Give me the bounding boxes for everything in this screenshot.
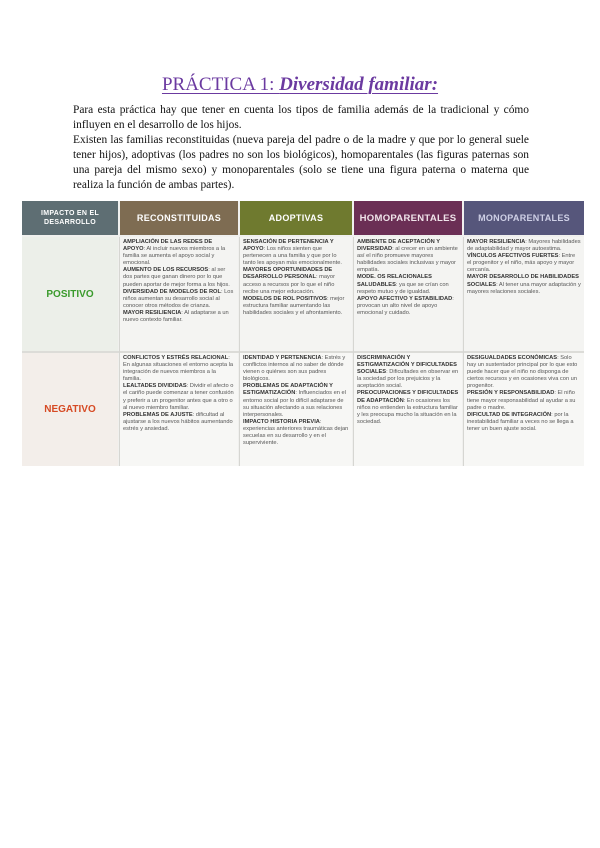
cell-entry-text: : Al incluir nuevos miembros a la familia se aumenta el apoyo social y emocional.	[123, 246, 226, 267]
cell-negativo-monoparentales	[464, 353, 584, 466]
cell-entry-heading: AUMENTO DE LOS RECURSOS	[123, 267, 209, 274]
cell-entry-heading: AMPLIACIÓN DE LAS REDES DE APOYO	[123, 239, 213, 253]
cell-entry	[467, 239, 581, 253]
cell-entry-text: : Al adaptarse a un nuevo contexto familiar.	[123, 309, 229, 324]
cell-positivo-monoparentales	[464, 237, 584, 351]
cell-entry	[357, 239, 459, 274]
cell-entry-text: : Los niños sienten que pertenecen a una familia y que por lo tanto les apoyan más emocionalmente.	[243, 246, 342, 267]
cell-entry-heading: MAYORES OPORTUNIDADES DE DESARROLLO PERSONAL	[243, 267, 333, 281]
cell-entry	[123, 412, 235, 433]
cell-entry-heading: MAYOR RESILIENCIA	[123, 309, 182, 316]
cell-entry	[467, 274, 581, 295]
title-emphasis: Diversidad familiar:	[279, 74, 439, 95]
cell-entry	[123, 383, 235, 411]
cell-entry	[357, 274, 459, 295]
cell-entry	[123, 289, 235, 310]
cell-entry-text: : al crecer en un ambiente así el niño promueve mayores habilidades sociales inclusivas y mayor empatía.	[357, 246, 458, 274]
cell-entry-text: : Estrés y conflictos internos al no saber de dónde vienen o quiénes son sus padres biológicos.	[243, 355, 346, 383]
cell-entry-heading: CONFLICTOS Y ESTRÉS RELACIONAL	[123, 355, 229, 361]
cell-entry	[243, 419, 349, 447]
cell-entry	[467, 390, 581, 411]
cell-entry-heading: MODELOS DE ROL POSITIVOS	[243, 295, 327, 302]
cell-entry-heading: IMPACTO HISTORIA PREVIA	[243, 418, 320, 425]
cell-entry-text: : Mayores habilidades de adaptabilidad y mayor autoestima.	[467, 239, 581, 253]
cell-entry	[123, 310, 235, 324]
cell-entry-text: : El niño tiene mayor responsabilidad al ayudar a su padre o madre.	[467, 390, 576, 411]
cell-entry-heading: SENSACIÓN DE PERTENENCIA Y APOYO	[243, 239, 334, 253]
cell-positivo-reconstituidas	[120, 237, 238, 351]
cell-entry-text: : por la inestabilidad familiar a veces no se llega a tener un buen ajuste social.	[467, 411, 574, 432]
cell-entry-text: : al ser dos partes que ganan dinero por lo que pueden aportar de mejor forma a los hijos.	[123, 267, 230, 288]
header-impacto: IMPACTO EN EL DESARROLLO	[22, 201, 118, 235]
cell-entry	[123, 239, 235, 267]
cell-entry-text: : dificultad al ajustarse a los nuevos hábitos aumentando estrés y ansiedad.	[123, 411, 233, 432]
page-title	[0, 74, 600, 96]
cell-entry	[357, 390, 459, 425]
cell-entry-heading: MAYOR RESILIENCIA	[467, 239, 526, 245]
column-divider	[119, 237, 120, 466]
cell-entry	[467, 412, 581, 433]
cell-entry	[123, 267, 235, 288]
cell-entry-heading: DIVERSIDAD DE MODELOS DE ROL	[123, 288, 221, 295]
cell-positivo-adoptivas	[240, 237, 352, 351]
cell-entry	[243, 355, 349, 383]
cell-entry-heading: IDENTIDAD Y PERTENENCIA	[243, 355, 322, 361]
cell-entry	[467, 253, 581, 274]
intro-paragraph-1: Para esta práctica hay que tener en cuenta los tipos de familia además de la tradicional y cómo influyen en el desarrollo de los hijos.	[73, 104, 529, 131]
cell-entry-text: : Dividir el afecto o el cariño puede comenzar a tener confusión y preferir a un progenitor antes que a otro o al nuevo miembro familiar.	[123, 383, 234, 411]
cell-entry	[123, 355, 235, 383]
cell-entry-heading: PRESIÓN Y RESPONSABILIDAD	[467, 390, 555, 397]
cell-entry-text: : Influenciados en el entorno social por lo difícil adaptarse de su situación afectando a sus relaciones interpersonales.	[243, 390, 346, 418]
column-divider	[239, 237, 240, 466]
column-divider	[463, 237, 464, 466]
header-reconstituidas: RECONSTITUIDAS	[120, 201, 238, 235]
title-prefix: PRÁCTICA 1:	[161, 74, 280, 95]
cell-entry-heading: DISCRIMINACIÓN Y ESTIGMATIZACIÓN Y DIFICULTADES SOCIALES	[357, 355, 457, 376]
cell-entry-text: : En algunas situaciones el entorno acepta la integración de nuevos miembros a la familia.	[123, 355, 234, 383]
row-label-negativo: NEGATIVO	[22, 353, 118, 466]
cell-entry-text: : En ocasiones los niños no entienden la estructura familiar y les preocupa mucho la situación en la sociedad.	[357, 397, 458, 425]
cell-entry-heading: DESIGUALDADES ECONÓMICAS	[467, 355, 558, 361]
header-homoparentales: HOMOPARENTALES	[354, 201, 462, 235]
column-divider	[353, 237, 354, 466]
cell-entry-heading: MAYOR DESARROLLO DE HABILIDADES SOCIALES	[467, 274, 579, 288]
cell-entry-text: : Entre el progenitor y el niño, más apoyo y mayor cercanía.	[467, 253, 576, 274]
row-divider	[22, 351, 584, 353]
cell-entry-heading: AMBIENTE DE ACEPTACIÓN Y DIVERSIDAD	[357, 239, 440, 253]
impact-table	[22, 201, 584, 466]
cell-entry	[243, 239, 349, 267]
cell-negativo-reconstituidas	[120, 353, 238, 466]
cell-entry-heading: DIFICULTAD DE INTEGRACIÓN	[467, 411, 552, 418]
cell-entry-text: : provocan un alto nivel de apoyo emocional y cuidado.	[357, 295, 454, 316]
cell-entry-heading: VÍNCULOS AFECTIVOS FUERTES	[467, 253, 559, 260]
cell-entry-text: : Al tener una mayor adaptación y mayores relaciones sociales.	[467, 281, 581, 295]
cell-entry	[357, 355, 459, 390]
cell-entry-text: : Los niños aumentan su desarrollo social al conocer otros métodos de crianza.	[123, 288, 234, 309]
cell-entry-heading: LEALTADES DIVIDIDAS	[123, 383, 187, 390]
cell-entry	[467, 355, 581, 390]
cell-entry-heading: PROBLEMAS DE ADAPTACIÓN Y ESTIGMATIZACIÓN	[243, 383, 333, 397]
cell-entry-text: : ya que se crían con respeto mutuo y de igualdad.	[357, 281, 449, 295]
cell-entry-heading: MODE. OS RELACIONALES SALUDABLES	[357, 274, 432, 288]
cell-negativo-homoparentales	[354, 353, 462, 466]
cell-negativo-adoptivas	[240, 353, 352, 466]
row-label-positivo: POSITIVO	[22, 237, 118, 351]
cell-entry	[243, 383, 349, 418]
cell-positivo-homoparentales	[354, 237, 462, 351]
cell-entry-heading: PROBLEMAS DE AJUSTE	[123, 411, 193, 418]
cell-entry	[243, 296, 349, 317]
intro-text	[73, 103, 529, 193]
cell-entry-text: : Solo hay un sustentador principal por lo que esto puede hacer que el niño no disponga de ciertos recursos y en ocasiones viva con un progenitor.	[467, 355, 578, 390]
cell-entry-text: : mejor estructura familiar aumentando las habilidades sociales y el afrontamiento.	[243, 295, 345, 316]
cell-entry-text: : mayor acceso a recursos por lo que el niño recibe una mejor educación.	[243, 274, 335, 295]
cell-entry	[243, 267, 349, 295]
intro-paragraph-2: Existen las familias reconstituidas (nueva pareja del padre o de la madre y que por lo general suele tener hijos), adoptivas (los padres no son los biológicos), homoparentales (las figuras paternas son una pareja del mismo sexo) y monoparentales (solo se tiene una figura paterna o materna que realiza la función de ambas partes).	[73, 134, 529, 191]
cell-entry-text: : Dificultades en observar en la sociedad por los prejuicios y la aceptación social.	[357, 369, 459, 390]
header-monoparentales: MONOPARENTALES	[464, 201, 584, 235]
cell-entry-text: : experiencias anteriores traumáticas dejan secuelas en su desarrollo y en el superviviente.	[243, 418, 349, 447]
cell-entry	[357, 296, 459, 317]
cell-entry-heading: PREOCUPACIONES Y DIFICULTADES DE ADAPTACIÓN	[357, 390, 459, 404]
header-adoptivas: ADOPTIVAS	[240, 201, 352, 235]
cell-entry-heading: APOYO AFECTIVO Y ESTABILIDAD	[357, 295, 453, 302]
